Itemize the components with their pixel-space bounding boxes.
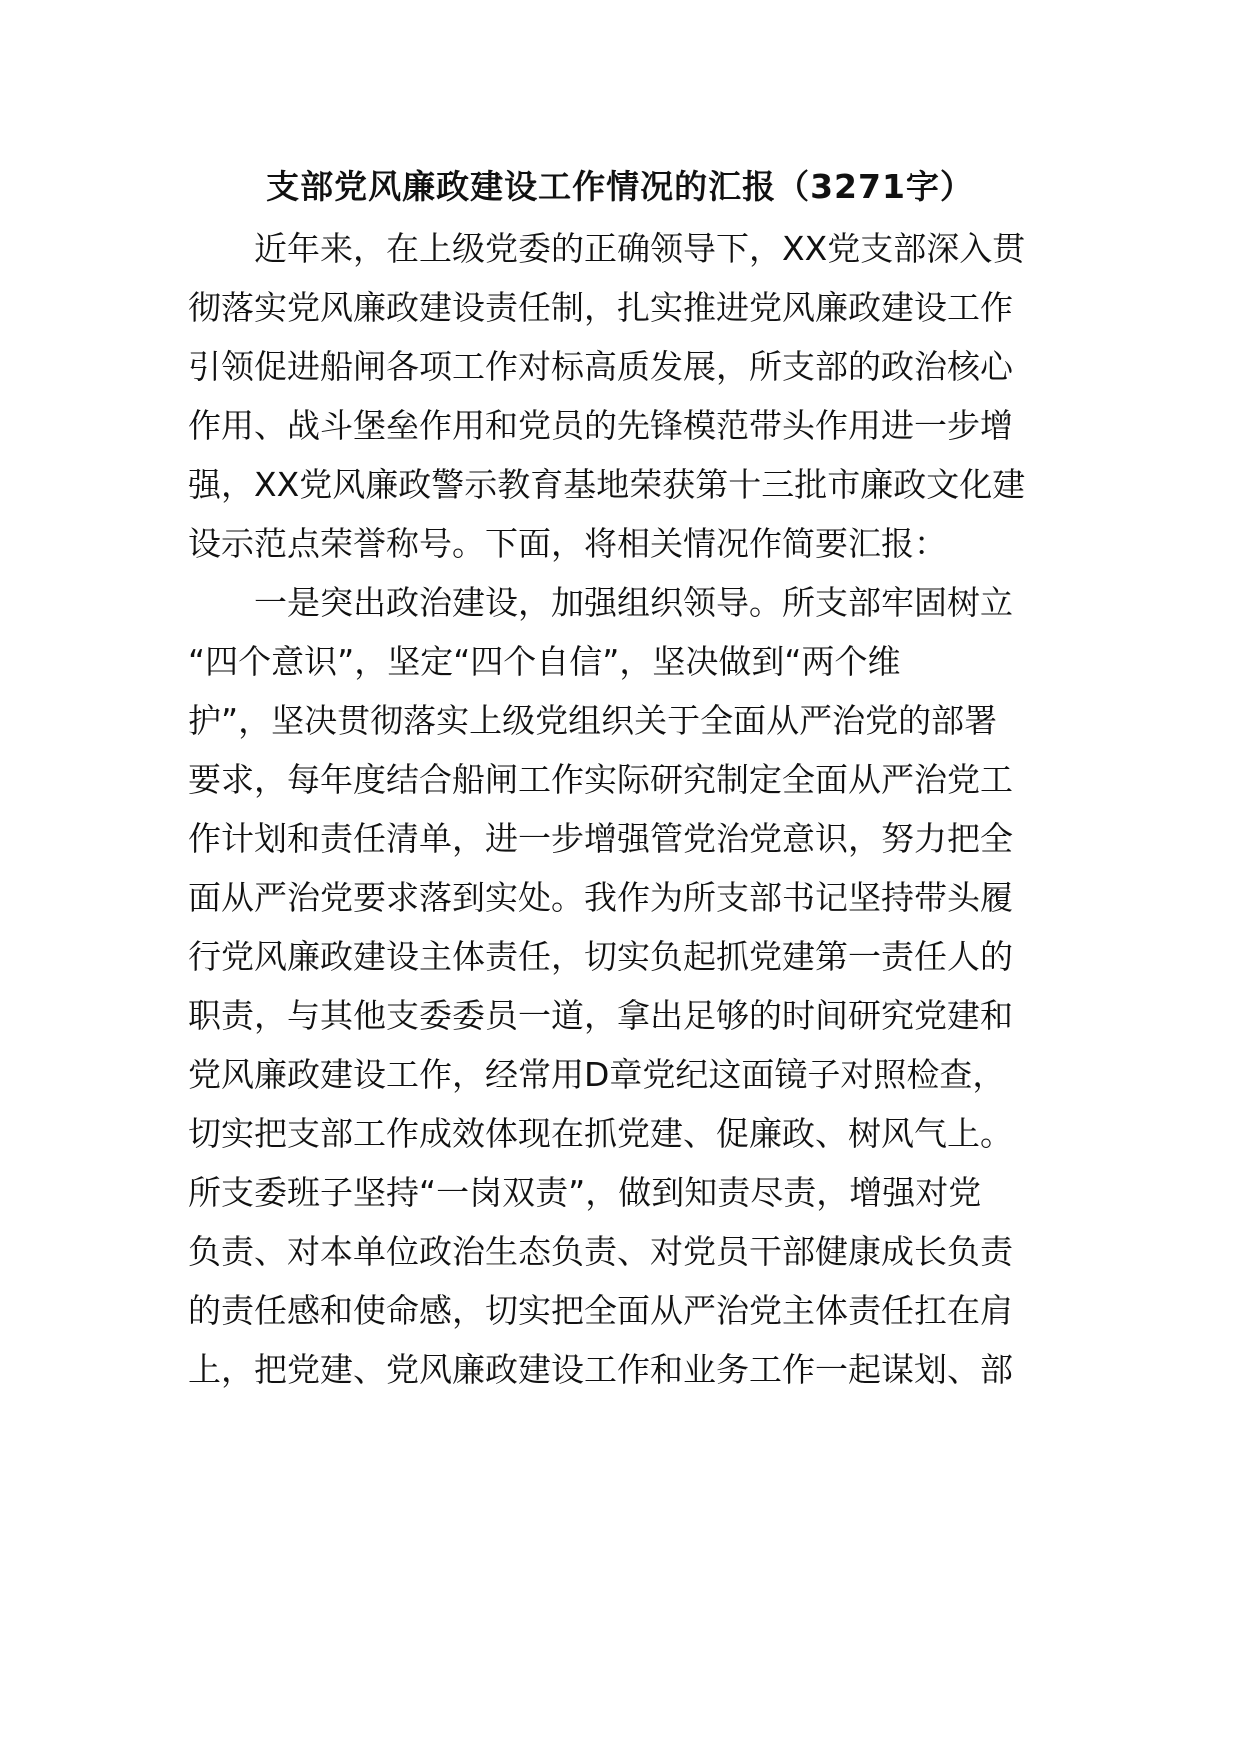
body-line: 作计划和责任清单，进一步增强管党治党意识，努力把全 [188, 819, 1013, 858]
body-line: 一是突出政治建设，加强组织领导。所支部牢固树立 [188, 583, 1013, 622]
body-line: 彻落实党风廉政建设责任制，扎实推进党风廉政建设工作 [188, 288, 1013, 327]
body-line: 上，把党建、党风廉政建设工作和业务工作一起谋划、部 [188, 1350, 1013, 1389]
body-line: 切实把支部工作成效体现在抓党建、促廉政、树风气上。 [188, 1114, 1013, 1153]
body-line: 负责、对本单位政治生态负责、对党员干部健康成长负责 [188, 1232, 1013, 1271]
body-line: 职责，与其他支委委员一道，拿出足够的时间研究党建和 [188, 996, 1013, 1035]
body-line: 护”，坚决贯彻落实上级党组织关于全面从严治党的部署 [188, 701, 998, 740]
body-line: 强，XX党风廉政警示教育基地荣获第十三批市廉政文化建 [188, 465, 1026, 504]
body-line: 党风廉政建设工作，经常用D章党纪这面镜子对照检查， [188, 1055, 1006, 1094]
body-line: 作用、战斗堡垒作用和党员的先锋模范带头作用进一步增 [188, 406, 1013, 445]
page-title: 支部党风廉政建设工作情况的汇报（3271字） [266, 167, 974, 206]
body-line: 近年来，在上级党委的正确领导下，XX党支部深入贯 [188, 229, 1026, 268]
body-line: 的责任感和使命感，切实把全面从严治党主体责任扛在肩 [188, 1291, 1013, 1330]
body-line: 要求，每年度结合船闸工作实际研究制定全面从严治党工 [188, 760, 1013, 799]
body-line: 所支委班子坚持“一岗双责”，做到知责尽责，增强对党 [188, 1173, 982, 1212]
body-line: 面从严治党要求落到实处。我作为所支部书记坚持带头履 [188, 878, 1013, 917]
body-line: 引领促进船闸各项工作对标高质发展，所支部的政治核心 [188, 347, 1013, 386]
body-line: 设示范点荣誉称号。下面，将相关情况作简要汇报： [188, 524, 947, 563]
body-line: 行党风廉政建设主体责任，切实负起抓党建第一责任人的 [188, 937, 1013, 976]
body-line: “四个意识”，坚定“四个自信”，坚决做到“两个维 [188, 642, 901, 681]
